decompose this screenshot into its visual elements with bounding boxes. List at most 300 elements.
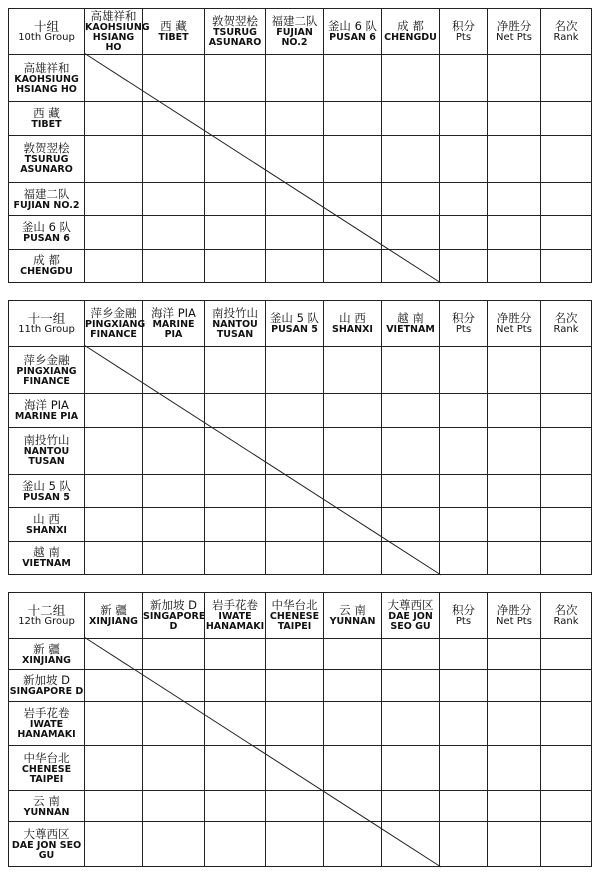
- result-cell: [382, 474, 440, 507]
- result-cell: [143, 639, 205, 670]
- row-team-zh: 云 南: [33, 793, 60, 808]
- column-header-team: [205, 9, 266, 55]
- result-cell: [205, 216, 266, 249]
- column-team-en: DAE JON SEO GU: [388, 611, 433, 632]
- result-cell: [143, 135, 205, 182]
- result-cell: [85, 102, 143, 135]
- result-cell: [324, 670, 382, 701]
- result-cell: [488, 394, 541, 427]
- result-cell: [324, 701, 382, 746]
- result-cell: [205, 394, 266, 427]
- result-cell: [266, 55, 324, 102]
- result-cell: [541, 347, 592, 394]
- result-cell: [266, 135, 324, 182]
- column-team-zh: 海洋 PIA: [151, 306, 196, 320]
- result-cell: [541, 790, 592, 821]
- row-header-team: [9, 670, 85, 701]
- result-cell: [205, 427, 266, 474]
- result-cell: [440, 249, 488, 282]
- row-team-zh: 中华台北: [23, 750, 70, 765]
- group-table-10: [8, 8, 591, 283]
- result-cell: [205, 249, 266, 282]
- result-cell: [382, 394, 440, 427]
- result-cell: [488, 102, 541, 135]
- result-cell: [85, 670, 143, 701]
- table-row: [9, 822, 592, 867]
- row-team-zh: 海洋 PIA: [24, 397, 69, 412]
- result-cell: [440, 216, 488, 249]
- group-title-en: 11th Group: [18, 324, 75, 335]
- column-team-zh: 釜山 6 队: [327, 19, 378, 33]
- result-cell: [143, 427, 205, 474]
- column-team-en: KAOHSIUNG HSIANG HO: [85, 22, 150, 53]
- column-team-zh: 高雄祥和: [90, 9, 137, 23]
- row-team-en: NANTOU TUSAN: [23, 446, 70, 468]
- column-header-team: [382, 593, 440, 639]
- header-row: [9, 593, 592, 639]
- result-cell: [85, 427, 143, 474]
- result-cell: [488, 135, 541, 182]
- column-team-zh: 西 藏: [160, 19, 187, 33]
- column-team-en: PINGXIANG FINANCE: [85, 319, 146, 340]
- stat-header-en: Rank: [553, 616, 579, 627]
- result-cell: [541, 541, 592, 574]
- result-cell: [205, 746, 266, 791]
- result-cell: [143, 701, 205, 746]
- result-cell: [324, 541, 382, 574]
- result-cell: [440, 822, 488, 867]
- column-header-stat: [440, 9, 488, 55]
- result-cell: [324, 102, 382, 135]
- result-cell: [541, 701, 592, 746]
- result-cell: [266, 102, 324, 135]
- column-header-team: [382, 9, 440, 55]
- result-cell: [541, 474, 592, 507]
- column-team-zh: 云 南: [339, 603, 366, 617]
- result-cell: [541, 135, 592, 182]
- row-header-team: [9, 216, 85, 249]
- result-cell: [266, 249, 324, 282]
- result-cell: [382, 102, 440, 135]
- stat-header-zh: 名次: [554, 603, 578, 617]
- column-team-zh: 萍乡金融: [90, 306, 137, 320]
- result-cell: [488, 639, 541, 670]
- result-cell: [488, 427, 541, 474]
- table-row: [9, 639, 592, 670]
- result-cell: [324, 182, 382, 215]
- column-team-zh: 釜山 5 队: [269, 311, 320, 325]
- result-cell: [488, 55, 541, 102]
- result-cell: [440, 102, 488, 135]
- result-cell: [541, 55, 592, 102]
- result-cell: [440, 670, 488, 701]
- result-cell: [440, 427, 488, 474]
- result-cell: [205, 102, 266, 135]
- result-cell: [488, 790, 541, 821]
- group-title-cell: [9, 9, 85, 55]
- result-cell: [266, 508, 324, 541]
- column-header-stat: [488, 593, 541, 639]
- result-cell: [382, 55, 440, 102]
- column-header-team: [266, 593, 324, 639]
- table-row: [9, 182, 592, 215]
- result-cell: [143, 216, 205, 249]
- row-header-team: [9, 541, 85, 574]
- result-cell: [382, 670, 440, 701]
- column-header-team: [382, 301, 440, 347]
- result-cell: [85, 135, 143, 182]
- result-cell: [440, 135, 488, 182]
- result-cell: [85, 474, 143, 507]
- result-cell: [541, 746, 592, 791]
- result-cell: [85, 249, 143, 282]
- table-row: [9, 394, 592, 427]
- result-cell: [143, 249, 205, 282]
- result-cell: [85, 55, 143, 102]
- row-team-en: YUNNAN: [23, 806, 70, 818]
- column-header-stat: [541, 301, 592, 347]
- row-team-zh: 釜山 6 队: [21, 219, 72, 234]
- result-cell: [488, 541, 541, 574]
- result-cell: [266, 347, 324, 394]
- row-header-team: [9, 394, 85, 427]
- result-cell: [324, 394, 382, 427]
- result-cell: [382, 639, 440, 670]
- row-team-zh: 福建二队: [23, 186, 70, 201]
- row-team-en: MARINE PIA: [14, 410, 79, 422]
- row-team-zh: 敦贺翌桧: [23, 141, 70, 156]
- result-cell: [488, 670, 541, 701]
- group-title-zh: 十一组: [27, 311, 66, 326]
- result-cell: [266, 701, 324, 746]
- result-cell: [541, 182, 592, 215]
- result-cell: [205, 822, 266, 867]
- row-team-en: FUJIAN NO.2: [13, 199, 80, 211]
- group-table-12: [8, 592, 591, 867]
- result-cell: [85, 216, 143, 249]
- standings-table: [8, 592, 592, 867]
- row-header-team: [9, 347, 85, 394]
- result-cell: [143, 746, 205, 791]
- result-cell: [488, 216, 541, 249]
- group-title-zh: 十二组: [27, 603, 66, 618]
- result-cell: [440, 541, 488, 574]
- column-header-team: [85, 301, 146, 347]
- column-header-team: [143, 593, 205, 639]
- table-row: [9, 746, 592, 791]
- column-team-en: CHENESE TAIPEI: [269, 611, 320, 632]
- result-cell: [541, 639, 592, 670]
- stat-header-zh: 净胜分: [496, 603, 532, 617]
- row-header-team: [9, 508, 85, 541]
- row-header-team: [9, 701, 85, 746]
- result-cell: [324, 55, 382, 102]
- stat-header-en: Rank: [553, 32, 579, 43]
- stat-header-en: Rank: [553, 324, 579, 335]
- row-team-zh: 釜山 5 队: [21, 478, 72, 493]
- stat-header-zh: 积分: [452, 19, 475, 33]
- table-row: [9, 427, 592, 474]
- table-row: [9, 541, 592, 574]
- result-cell: [382, 216, 440, 249]
- row-header-team: [9, 135, 85, 182]
- row-team-en: CHENGDU: [20, 266, 73, 278]
- result-cell: [382, 746, 440, 791]
- result-cell: [205, 541, 266, 574]
- result-cell: [143, 822, 205, 867]
- result-cell: [488, 474, 541, 507]
- result-cell: [440, 474, 488, 507]
- result-cell: [440, 394, 488, 427]
- result-cell: [266, 182, 324, 215]
- column-team-en: XINJIANG: [89, 616, 138, 627]
- row-team-en: DAE JON SEO GU: [11, 839, 82, 861]
- result-cell: [266, 541, 324, 574]
- result-cell: [440, 790, 488, 821]
- result-cell: [382, 701, 440, 746]
- column-team-en: IWATE HANAMAKI: [205, 611, 265, 632]
- result-cell: [266, 746, 324, 791]
- stat-header-zh: 积分: [452, 311, 475, 325]
- column-header-stat: [541, 593, 592, 639]
- result-cell: [85, 701, 143, 746]
- row-team-en: KAOHSIUNG HSIANG HO: [14, 73, 79, 95]
- row-header-team: [9, 639, 85, 670]
- result-cell: [205, 474, 266, 507]
- column-team-zh: 福建二队: [271, 14, 318, 28]
- table-row: [9, 249, 592, 282]
- result-cell: [205, 508, 266, 541]
- result-cell: [205, 790, 266, 821]
- result-cell: [143, 347, 205, 394]
- result-cell: [382, 427, 440, 474]
- column-header-team: [324, 9, 382, 55]
- stat-header-zh: 名次: [554, 19, 578, 33]
- result-cell: [143, 102, 205, 135]
- column-team-en: YUNNAN: [329, 616, 376, 627]
- row-team-zh: 岩手花卷: [23, 706, 70, 721]
- column-team-en: CHENGDU: [384, 32, 437, 43]
- result-cell: [266, 639, 324, 670]
- row-team-en: XINJIANG: [22, 654, 71, 666]
- result-cell: [266, 427, 324, 474]
- result-cell: [541, 249, 592, 282]
- header-row: [9, 9, 592, 55]
- column-team-zh: 越 南: [397, 311, 424, 325]
- row-team-en: PINGXIANG FINANCE: [16, 365, 77, 387]
- column-team-zh: 大尊西区: [387, 598, 434, 612]
- column-team-zh: 南投竹山: [212, 306, 258, 320]
- stat-header-en: Net Pts: [496, 616, 532, 627]
- result-cell: [266, 394, 324, 427]
- column-team-en: VIETNAM: [386, 324, 435, 335]
- result-cell: [143, 394, 205, 427]
- result-cell: [324, 135, 382, 182]
- header-row: [9, 301, 592, 347]
- column-team-en: PUSAN 5: [271, 324, 318, 335]
- result-cell: [205, 55, 266, 102]
- column-team-zh: 新 疆: [100, 603, 127, 617]
- column-team-en: TIBET: [158, 32, 189, 43]
- result-cell: [382, 541, 440, 574]
- row-team-en: PUSAN 6: [23, 232, 70, 244]
- result-cell: [85, 790, 143, 821]
- result-cell: [541, 102, 592, 135]
- table-row: [9, 216, 592, 249]
- result-cell: [488, 249, 541, 282]
- result-cell: [205, 639, 266, 670]
- result-cell: [488, 182, 541, 215]
- group-title-en: 12th Group: [18, 616, 75, 627]
- standings-table: [8, 8, 592, 283]
- column-header-team: [266, 9, 324, 55]
- stat-header-en: Pts: [455, 616, 472, 627]
- row-header-team: [9, 790, 85, 821]
- result-cell: [205, 670, 266, 701]
- column-header-team: [324, 301, 382, 347]
- column-team-en: PUSAN 6: [329, 32, 376, 43]
- result-cell: [324, 508, 382, 541]
- result-cell: [382, 508, 440, 541]
- group-title-cell: [9, 593, 85, 639]
- table-row: [9, 347, 592, 394]
- row-header-team: [9, 55, 85, 102]
- table-row: [9, 790, 592, 821]
- table-row: [9, 508, 592, 541]
- column-header-team: [143, 9, 205, 55]
- result-cell: [205, 347, 266, 394]
- column-header-team: [143, 301, 205, 347]
- group-title-en: 10th Group: [18, 32, 75, 43]
- column-header-stat: [488, 9, 541, 55]
- result-cell: [488, 701, 541, 746]
- column-team-en: NANTOU TUSAN: [212, 319, 258, 340]
- result-cell: [266, 474, 324, 507]
- result-cell: [85, 394, 143, 427]
- result-cell: [440, 639, 488, 670]
- result-cell: [488, 746, 541, 791]
- row-header-team: [9, 746, 85, 791]
- result-cell: [541, 216, 592, 249]
- result-cell: [85, 822, 143, 867]
- column-team-zh: 岩手花卷: [212, 598, 258, 612]
- result-cell: [440, 55, 488, 102]
- column-header-team: [266, 301, 324, 347]
- stat-header-zh: 净胜分: [496, 19, 532, 33]
- table-row: [9, 701, 592, 746]
- group-table-11: [8, 300, 591, 575]
- result-cell: [382, 249, 440, 282]
- result-cell: [143, 508, 205, 541]
- result-cell: [488, 508, 541, 541]
- result-cell: [440, 701, 488, 746]
- result-cell: [85, 508, 143, 541]
- column-team-zh: 成 都: [397, 19, 424, 33]
- row-team-zh: 新加坡 D: [22, 673, 70, 688]
- row-header-team: [9, 102, 85, 135]
- result-cell: [382, 790, 440, 821]
- result-cell: [266, 822, 324, 867]
- group-title-zh: 十组: [33, 19, 59, 34]
- result-cell: [143, 790, 205, 821]
- column-team-en: SINGAPORE D: [143, 611, 206, 632]
- result-cell: [324, 822, 382, 867]
- row-team-zh: 高雄祥和: [23, 60, 70, 75]
- result-cell: [324, 427, 382, 474]
- table-row: [9, 474, 592, 507]
- column-header-stat: [488, 301, 541, 347]
- column-header-team: [205, 593, 266, 639]
- result-cell: [205, 182, 266, 215]
- row-header-team: [9, 249, 85, 282]
- result-cell: [85, 182, 143, 215]
- column-team-zh: 新加坡 D: [149, 598, 197, 612]
- table-row: [9, 135, 592, 182]
- result-cell: [440, 746, 488, 791]
- stat-header-zh: 净胜分: [496, 311, 532, 325]
- row-team-en: SINGAPORE D: [9, 686, 84, 698]
- row-header-team: [9, 182, 85, 215]
- result-cell: [541, 822, 592, 867]
- result-cell: [143, 541, 205, 574]
- result-cell: [324, 249, 382, 282]
- group-title-cell: [9, 301, 85, 347]
- column-header-team: [205, 301, 266, 347]
- result-cell: [205, 135, 266, 182]
- row-team-en: VIETNAM: [22, 558, 71, 570]
- result-cell: [541, 427, 592, 474]
- stat-header-zh: 积分: [452, 603, 475, 617]
- column-header-team: [85, 593, 143, 639]
- row-team-zh: 南投竹山: [23, 433, 70, 448]
- result-cell: [324, 216, 382, 249]
- row-team-zh: 新 疆: [33, 641, 60, 656]
- column-header-stat: [440, 593, 488, 639]
- stat-header-en: Pts: [455, 324, 472, 335]
- result-cell: [541, 394, 592, 427]
- column-team-zh: 山 西: [339, 311, 366, 325]
- result-cell: [324, 639, 382, 670]
- result-cell: [324, 746, 382, 791]
- result-cell: [266, 216, 324, 249]
- row-team-zh: 西 藏: [33, 105, 60, 120]
- result-cell: [324, 474, 382, 507]
- result-cell: [382, 347, 440, 394]
- row-header-team: [9, 427, 85, 474]
- result-cell: [382, 135, 440, 182]
- result-cell: [488, 822, 541, 867]
- row-team-zh: 山 西: [33, 511, 60, 526]
- result-cell: [266, 670, 324, 701]
- row-team-zh: 越 南: [33, 545, 60, 560]
- column-team-zh: 中华台北: [271, 598, 318, 612]
- result-cell: [324, 347, 382, 394]
- row-team-en: SHANXI: [26, 524, 67, 536]
- column-header-stat: [440, 301, 488, 347]
- column-team-zh: 敦贺翌桧: [212, 14, 258, 28]
- result-cell: [541, 508, 592, 541]
- row-team-en: TSURUG ASUNARO: [20, 154, 73, 176]
- stat-header-en: Net Pts: [496, 324, 532, 335]
- row-team-zh: 大尊西区: [23, 826, 70, 841]
- result-cell: [382, 182, 440, 215]
- column-team-en: FUJIAN NO.2: [276, 27, 313, 48]
- result-cell: [205, 701, 266, 746]
- row-team-zh: 萍乡金融: [23, 352, 70, 367]
- table-row: [9, 670, 592, 701]
- row-header-team: [9, 474, 85, 507]
- result-cell: [85, 746, 143, 791]
